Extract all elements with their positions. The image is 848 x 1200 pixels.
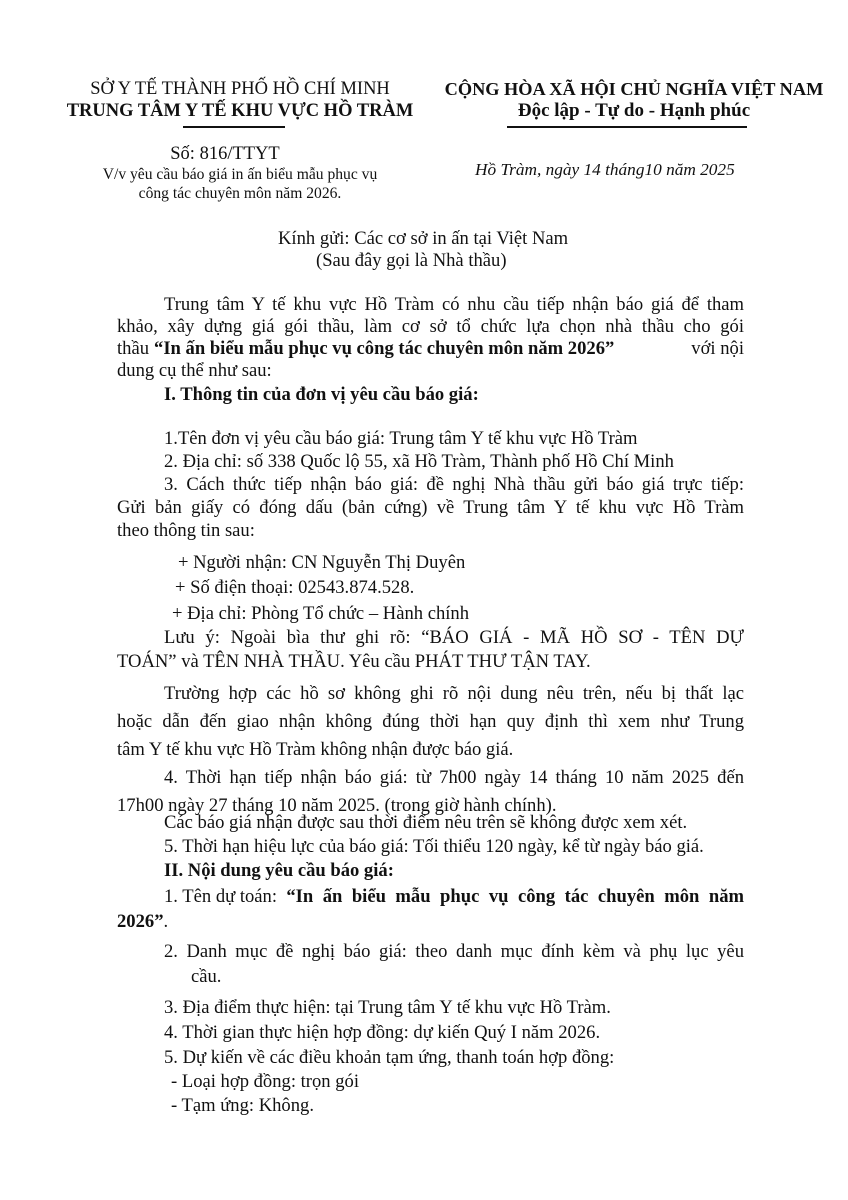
s1-item-3-line-3: theo thông tin sau: [117,520,255,541]
intro-pre: thầu [117,338,150,359]
s1-item-2: 2. Địa chỉ: số 338 Quốc lộ 55, xã Hồ Tràm, Thành phố Hồ Chí Minh [164,451,674,472]
s1-item-3-line-1: 3. Cách thức tiếp nhận báo giá: đề nghị Nhà thầu gửi báo giá trực tiếp: [164,474,744,495]
section-2-title: II. Nội dung yêu cầu báo giá: [164,860,394,881]
note-line-2: TOÁN” và TÊN NHÀ THẦU. Yêu cầu PHÁT THƯ TẬN TAY. [117,651,591,672]
department-name: SỞ Y TẾ THÀNH PHỐ HỒ CHÍ MINH [90,79,390,99]
intro-line-1: Trung tâm Y tế khu vực Hồ Tràm có nhu cầu tiếp nhận báo giá để tham [164,294,744,315]
intro-line-2: khảo, xây dựng giá gói thầu, làm cơ sở tổ chức lựa chọn nhà thầu cho gói [117,316,744,337]
s2-item-1-line-1 [164,886,744,908]
section-1-title: I. Thông tin của đơn vị yêu cầu báo giá: [164,384,479,405]
document-number: Số: 816/TTYT [170,144,280,164]
intro-line-3 [117,338,744,360]
recipient-line: Kính gửi: Các cơ sở in ấn tại Việt Nam [278,228,569,249]
late-note: Các báo giá nhận được sau thời điểm nêu trên sẽ không được xem xét. [164,812,688,833]
case-line-2: hoặc dẫn đến giao nhận không đúng thời hạn quy định thì xem như Trung [117,711,744,732]
nation-title: CỘNG HÒA XÃ HỘI CHỦ NGHĨA VIỆT NAM [444,79,824,99]
s1-item-1: 1.Tên đơn vị yêu cầu báo giá: Trung tâm Y tế khu vực Hồ Tràm [164,428,638,449]
s2-item-1-end: . [163,911,169,932]
s1-item-3-line-2: Gửi bản giấy có đóng dấu (bản cứng) về Trung tâm Y tế khu vực Hồ Tràm [117,497,744,518]
case-line-1: Trường hợp các hồ sơ không ghi rõ nội dung nêu trên, nếu bị thất lạc [164,683,744,704]
intro-post: với nội [691,338,744,359]
s2-item-2-line-1: 2. Danh mục đề nghị báo giá: theo danh mục đính kèm và phụ lục yêu [164,941,744,962]
case-line-3: tâm Y tế khu vực Hồ Tràm không nhận được báo giá. [117,739,514,760]
s2-item-4: 4. Thời gian thực hiện hợp đồng: dự kiến Quý I năm 2026. [164,1022,601,1043]
package-name: “In ấn biểu mẫu phục vụ công tác chuyên môn năm 2026” [154,338,615,359]
contract-type: - Loại hợp đồng: trọn gói [171,1071,359,1092]
s2-item-1-line-2 [117,911,168,933]
s2-item-1-label: 1. Tên dự toán: [164,886,287,907]
contact-phone: + Số điện thoại: 02543.874.528. [175,577,415,598]
s1-item-4-line-1: 4. Thời hạn tiếp nhận báo giá: từ 7h00 ngày 14 tháng 10 năm 2025 đến [164,767,744,788]
recipient-alias: (Sau đây gọi là Nhà thầu) [316,250,507,271]
s1-item-4-line-2: 17h00 ngày 27 tháng 10 năm 2025. (trong giờ hành chính). [117,795,557,816]
contact-person: + Người nhận: CN Nguyễn Thị Duyên [178,552,466,573]
place-date: Hồ Tràm, ngày 14 tháng10 năm 2025 [475,160,735,179]
advance-payment: - Tạm ứng: Không. [171,1095,314,1116]
estimate-name: “In ấn biểu mẫu phục vụ công tác chuyên môn năm [286,886,744,907]
contact-address: + Địa chỉ: Phòng Tổ chức – Hành chính [172,603,470,624]
organization-underline [183,126,285,128]
subject-line-2: công tác chuyên môn năm 2026. [138,185,342,202]
s1-item-5: 5. Thời hạn hiệu lực của báo giá: Tối thiểu 120 ngày, kể từ ngày báo giá. [164,836,704,857]
motto-underline [507,126,747,128]
intro-line-4: dung cụ thể như sau: [117,360,272,381]
s2-item-3: 3. Địa điểm thực hiện: tại Trung tâm Y tế khu vực Hồ Tràm. [164,997,611,1018]
s2-item-5: 5. Dự kiến về các điều khoản tạm ứng, thanh toán hợp đồng: [164,1047,615,1068]
s2-item-2-line-2: cầu. [191,966,222,987]
organization-name: TRUNG TÂM Y TẾ KHU VỰC HỒ TRÀM [66,101,414,121]
estimate-year: 2026” [117,911,164,932]
national-motto: Độc lập - Tự do - Hạnh phúc [517,100,751,121]
subject-line-1: V/v yêu cầu báo giá in ấn biểu mẫu phục vụ [102,166,378,183]
note-line-1: Lưu ý: Ngoài bìa thư ghi rõ: “BÁO GIÁ - MÃ HỒ SƠ - TÊN DỰ [164,627,744,648]
